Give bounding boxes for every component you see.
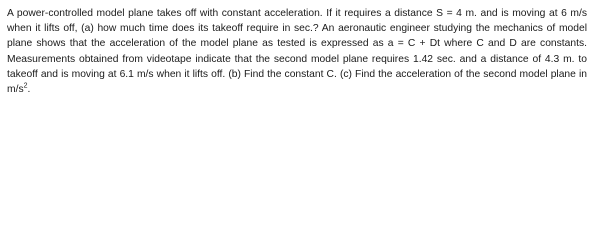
problem-text <box>7 6 587 97</box>
problem-body: A power-controlled model plane takes off with constant acceleration. If it requires a distance S = 4 m. and is moving at 6 m/s when it lifts off, (a) how much time does its takeoff require in sec.? An aeronautic engineer studying the mechanics of model plane shows that the acceleration of the model plane as tested is expressed as a = C + Dt where C and D are constants. Measurements obtained from videotape indicate that the second model plane requires 1.42 sec. and a distance of 4.3 m. to takeoff and is moving at 6.1 m/s when it lifts off. (b) Find the constant C. (c) Find the acceleration of the second model plane in m/s <box>7 8 587 96</box>
unit-exponent: 2 <box>23 82 28 90</box>
problem-ending: . <box>27 84 31 96</box>
